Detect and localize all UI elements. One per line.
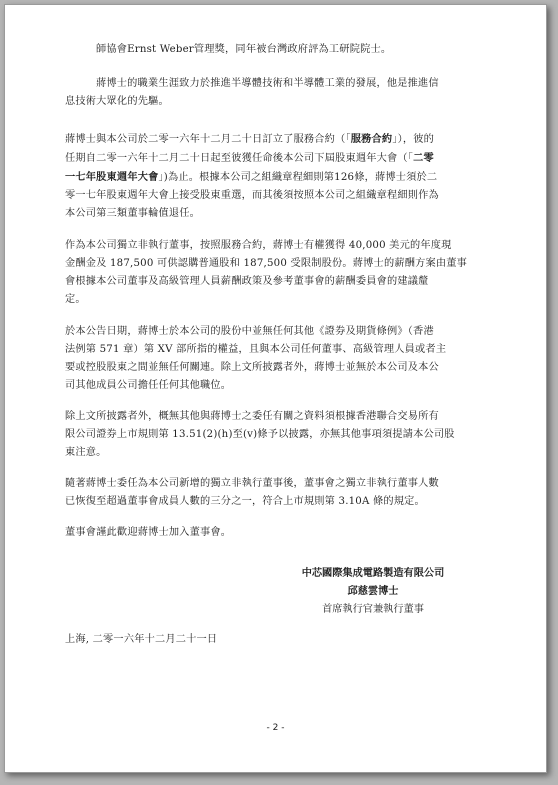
signature-title: 首席執行官兼執行董事 xyxy=(322,604,424,615)
signature-company: 中芯國際集成電路製造有限公司 xyxy=(301,567,445,579)
paragraph-welcome: 董事會謹此歡迎蔣博士加入董事會。 xyxy=(65,527,232,538)
paragraph-remuneration: 作為本公司獨立非執行董事，按照服務合約，蔣博士有權獲得 40,000 美元的年度現 金酬金及 187,500 可供認購普通股和 187,500 受限制股份。蔣博士的薪酬方案由董事 會根據本公司董事及高級管理人員薪酬政策及參考董事會的薪酬委員會的建議釐 定。 xyxy=(65,240,468,305)
paragraph-interests: 於本公告日期，蔣博士於本公司的股份中並無任何其他《證券及期貨條例》（香港 法例第 571 章）第 XV 部所指的權益，且與本公司任何董事、高級管理人員或者主 要或控股股東之間並無任何關連。除上文所披露者外，蔣博士並無於本公司及本公 司其他成員公司擔任任何其他職位。 xyxy=(65,326,447,391)
page-number: - 2 - xyxy=(266,723,285,733)
place-date: 上海, 二零一六年十二月二十一日 xyxy=(65,634,218,645)
paragraph-award: 師協會Ernst Weber管理獎，同年被台灣政府評為工研院院士。 xyxy=(96,44,392,55)
paragraph-board-composition: 隨著蔣博士委任為本公司新增的獨立非執行董事後，董事會之獨立非執行董事人數 已恢復至超過董事會成員人數的三分之一，符合上市規則第 3.10A 條的規定。 xyxy=(65,478,439,507)
paragraph-service-contract: 蔣博士與本公司於二零一六年十二月二十日訂立了服務合約（「服務合約」），彼的 任期自二零一六年十二月二十日起至彼獲任命後本公司下屆股東週年大會（「二零 一七年股東週年大會」)為止。根據本公司之組織章程細則第126條，蔣博士須於二 零一七年股東週年大會上接受股東重選，而其後須按照本公司之組織章程細則作為 本公司第三類董事輪值退任。 xyxy=(65,133,439,219)
signature-name: 邱慈雲博士 xyxy=(347,585,399,597)
paragraph-disclosure: 除上文所披露者外，概無其他與蔣博士之委任有關之資料須根據香港聯合交易所有 限公司證券上市規則第 13.51(2)(h)至(v)條予以披露，亦無其他事項須提請本公司股 東注意。 xyxy=(65,411,455,458)
paragraph-career: 蔣博士的職業生涯致力於推進半導體技術和半導體工業的發展，他是推進信 息技術大眾化的先驅。 xyxy=(65,78,439,107)
document-page xyxy=(4,4,547,773)
